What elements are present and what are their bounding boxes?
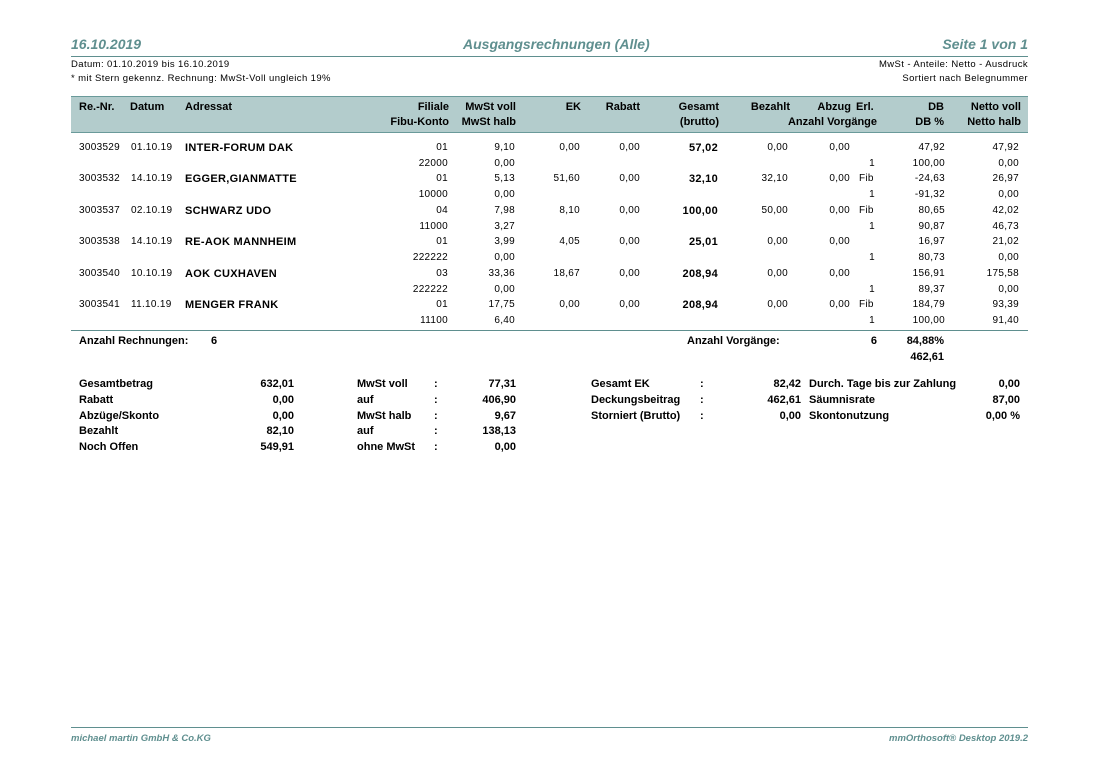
invoice-count-label: Anzahl Rechnungen: <box>79 335 189 347</box>
col-adressat: Adressat <box>185 101 233 113</box>
summary-value: 549,91 <box>260 441 294 453</box>
cell-netto-voll: 175,58 <box>986 268 1019 279</box>
summary-separator: : <box>434 378 438 390</box>
page-indicator: Seite 1 von 1 <box>942 36 1028 52</box>
cell-fibu: 222222 <box>412 284 448 295</box>
report-title: Ausgangsrechnungen (Alle) <box>463 36 650 52</box>
summary-label: Säumnisrate <box>809 394 876 406</box>
cell-mwst-halb: 0,00 <box>494 284 515 295</box>
total-db-pct: 84,88% <box>906 335 944 347</box>
cell-fibu: 11000 <box>419 221 448 232</box>
cell-renr: 3003540 <box>79 268 121 279</box>
cell-anzahl: 1 <box>869 221 875 232</box>
cell-gesamt: 57,02 <box>688 142 718 154</box>
cell-netto-voll: 21,02 <box>992 236 1019 247</box>
cell-rabatt: 0,00 <box>619 236 640 247</box>
cell-gesamt: 25,01 <box>688 236 718 248</box>
summary-separator: : <box>434 441 438 453</box>
column-header <box>71 96 1028 133</box>
cell-ek: 18,67 <box>553 268 580 279</box>
cell-netto-voll: 93,39 <box>992 299 1019 310</box>
process-count-label: Anzahl Vorgänge: <box>687 335 780 347</box>
cell-filiale: 01 <box>436 299 448 310</box>
summary-value: 82,10 <box>266 425 294 437</box>
cell-filiale: 04 <box>436 205 448 216</box>
cell-db: 47,92 <box>918 142 945 153</box>
cell-datum: 14.10.19 <box>131 236 173 247</box>
summary-value: 0,00 <box>494 441 516 453</box>
col-datum: Datum <box>130 101 165 113</box>
cell-renr: 3003529 <box>79 142 121 153</box>
summary-separator: : <box>700 378 704 390</box>
summary-label: Gesamtbetrag <box>79 378 153 390</box>
footer-rule <box>71 727 1028 728</box>
col-rabatt: Rabatt <box>605 101 640 113</box>
summary-label: auf <box>357 425 374 437</box>
summary-label: Skontonutzung <box>809 410 890 422</box>
cell-mwst-voll: 3,99 <box>494 236 515 247</box>
cell-bezahlt: 0,00 <box>767 142 788 153</box>
star-note: * mit Stern gekennz. Rechnung: MwSt-Voll ungleich 19% <box>71 73 331 84</box>
cell-adressat: INTER-FORUM DAK <box>185 142 294 154</box>
col-erl: Erl. <box>856 101 874 113</box>
cell-datum: 10.10.19 <box>131 268 173 279</box>
cell-abzug: 0,00 <box>829 268 850 279</box>
summary-value: 406,90 <box>482 394 516 406</box>
col-filiale: Filiale <box>417 101 449 113</box>
summary-label: Rabatt <box>79 394 114 406</box>
summary-label: Deckungsbeitrag <box>591 394 681 406</box>
cell-datum: 01.10.19 <box>131 142 173 153</box>
invoice-count: 6 <box>211 335 218 347</box>
footer-software: mmOrthosoft® Desktop 2019.2 <box>889 733 1028 744</box>
cell-mwst-halb: 0,00 <box>494 158 515 169</box>
summary-label: Storniert (Brutto) <box>591 410 681 422</box>
summary-value: 0,00 <box>779 410 801 422</box>
cell-mwst-voll: 33,36 <box>488 268 515 279</box>
col-netto-voll: Netto voll <box>970 101 1021 113</box>
summary-label: Noch Offen <box>79 441 139 453</box>
cell-mwst-halb: 0,00 <box>494 252 515 263</box>
cell-netto-halb: 0,00 <box>998 252 1019 263</box>
summary-separator: : <box>700 394 704 406</box>
cell-filiale: 01 <box>436 236 448 247</box>
col-anzahl-vorgaenge: Anzahl Vorgänge <box>787 116 877 128</box>
cell-gesamt: 100,00 <box>682 205 718 217</box>
cell-renr: 3003532 <box>79 173 121 184</box>
cell-db: 184,79 <box>912 299 945 310</box>
cell-ek: 8,10 <box>559 205 580 216</box>
cell-rabatt: 0,00 <box>619 299 640 310</box>
cell-gesamt: 32,10 <box>688 173 718 185</box>
cell-netto-halb: 0,00 <box>998 284 1019 295</box>
cell-adressat: MENGER FRANK <box>185 299 279 311</box>
cell-adressat: RE-AOK MANNHEIM <box>185 236 297 248</box>
cell-fibu: 11100 <box>420 315 448 326</box>
cell-datum: 11.10.19 <box>131 299 172 310</box>
summary-value: 0,00 <box>272 394 294 406</box>
cell-filiale: 01 <box>436 142 448 153</box>
cell-bezahlt: 0,00 <box>767 299 788 310</box>
cell-abzug: 0,00 <box>829 236 850 247</box>
cell-anzahl: 1 <box>869 158 875 169</box>
header-rule <box>71 56 1028 57</box>
cell-ek: 4,05 <box>559 236 580 247</box>
col-fibu: Fibu-Konto <box>390 116 449 128</box>
cell-db-pct: 90,87 <box>918 221 945 232</box>
summary-label: Bezahlt <box>79 425 119 437</box>
col-bezahlt: Bezahlt <box>750 101 790 113</box>
cell-datum: 02.10.19 <box>131 205 173 216</box>
summary-label: MwSt voll <box>357 378 408 390</box>
cell-bezahlt: 32,10 <box>761 173 788 184</box>
vat-mode: MwSt - Anteile: Netto - Ausdruck <box>878 59 1028 70</box>
cell-fibu: 22000 <box>418 158 448 169</box>
col-db: DB <box>928 101 944 113</box>
cell-netto-voll: 47,92 <box>992 142 1019 153</box>
date-range: Datum: 01.10.2019 bis 16.10.2019 <box>71 59 230 70</box>
cell-filiale: 01 <box>436 173 448 184</box>
cell-mwst-halb: 6,40 <box>494 315 515 326</box>
cell-mwst-halb: 3,27 <box>494 221 515 232</box>
col-gesamt: Gesamt <box>678 101 719 113</box>
summary-label: auf <box>357 394 374 406</box>
summary-separator: : <box>700 410 704 422</box>
cell-bezahlt: 0,00 <box>767 268 788 279</box>
cell-gesamt: 208,94 <box>682 299 718 311</box>
col-mwst-voll: MwSt voll <box>465 101 516 113</box>
cell-rabatt: 0,00 <box>619 173 640 184</box>
cell-fibu: 10000 <box>418 189 448 200</box>
cell-db-pct: 80,73 <box>918 252 945 263</box>
col-renr: Re.-Nr. <box>79 101 115 113</box>
cell-anzahl: 1 <box>869 315 875 326</box>
summary-value: 0,00 <box>272 410 294 422</box>
cell-netto-halb: 46,73 <box>992 221 1019 232</box>
cell-db: 156,91 <box>912 268 945 279</box>
cell-gesamt: 208,94 <box>682 268 718 280</box>
cell-anzahl: 1 <box>869 284 875 295</box>
cell-mwst-voll: 17,75 <box>488 299 515 310</box>
summary-value: 87,00 <box>992 394 1020 406</box>
summary-value: 82,42 <box>773 378 801 390</box>
summary-label: MwSt halb <box>357 410 412 422</box>
cell-netto-voll: 26,97 <box>992 173 1019 184</box>
cell-renr: 3003538 <box>79 236 121 247</box>
total-db: 462,61 <box>910 351 944 363</box>
cell-erl: Fib <box>859 299 874 310</box>
summary-value: 77,31 <box>488 378 516 390</box>
cell-db-pct: 89,37 <box>918 284 945 295</box>
cell-datum: 14.10.19 <box>131 173 173 184</box>
cell-ek: 51,60 <box>553 173 580 184</box>
summary-label: Durch. Tage bis zur Zahlung <box>809 378 957 390</box>
cell-renr: 3003537 <box>79 205 121 216</box>
cell-adressat: EGGER,GIANMATTE <box>185 173 297 185</box>
summary-value: 0,00 <box>998 378 1020 390</box>
totals-rule <box>71 330 1028 331</box>
cell-netto-halb: 0,00 <box>998 158 1019 169</box>
col-ek: EK <box>565 101 581 113</box>
cell-netto-voll: 42,02 <box>992 205 1019 216</box>
summary-separator: : <box>434 394 438 406</box>
cell-rabatt: 0,00 <box>619 205 640 216</box>
summary-value: 9,67 <box>494 410 516 422</box>
col-brutto: (brutto) <box>679 116 719 128</box>
cell-abzug: 0,00 <box>829 205 850 216</box>
process-count: 6 <box>870 335 877 347</box>
cell-abzug: 0,00 <box>829 299 850 310</box>
cell-bezahlt: 0,00 <box>767 236 788 247</box>
cell-db: 80,65 <box>918 205 945 216</box>
col-mwst-halb: MwSt halb <box>461 116 516 128</box>
cell-db: 16,97 <box>918 236 945 247</box>
summary-label: ohne MwSt <box>357 441 416 453</box>
cell-db-pct: 100,00 <box>912 158 945 169</box>
cell-abzug: 0,00 <box>829 173 850 184</box>
cell-anzahl: 1 <box>869 189 875 200</box>
cell-mwst-voll: 9,10 <box>494 142 515 153</box>
cell-anzahl: 1 <box>869 252 875 263</box>
cell-mwst-voll: 5,13 <box>494 173 515 184</box>
cell-db: -24,63 <box>914 173 945 184</box>
cell-abzug: 0,00 <box>829 142 850 153</box>
cell-ek: 0,00 <box>559 299 580 310</box>
col-db-pct: DB % <box>915 116 944 128</box>
cell-erl: Fib <box>859 173 874 184</box>
summary-separator: : <box>434 425 438 437</box>
cell-bezahlt: 50,00 <box>761 205 788 216</box>
summary-value: 0,00 % <box>985 410 1020 422</box>
summary-label: Gesamt EK <box>591 378 650 390</box>
cell-db-pct: 100,00 <box>912 315 945 326</box>
cell-adressat: SCHWARZ UDO <box>185 205 272 217</box>
summary-value: 138,13 <box>482 425 516 437</box>
cell-netto-halb: 91,40 <box>992 315 1019 326</box>
cell-adressat: AOK CUXHAVEN <box>185 268 278 280</box>
footer-company: michael martin GmbH & Co.KG <box>71 733 211 744</box>
col-netto-halb: Netto halb <box>967 116 1021 128</box>
summary-value: 462,61 <box>767 394 801 406</box>
sort-note: Sortiert nach Belegnummer <box>902 73 1028 84</box>
cell-rabatt: 0,00 <box>619 268 640 279</box>
cell-netto-halb: 0,00 <box>998 189 1019 200</box>
cell-filiale: 03 <box>436 268 448 279</box>
cell-db-pct: -91,32 <box>914 189 945 200</box>
summary-separator: : <box>434 410 438 422</box>
summary-value: 632,01 <box>260 378 294 390</box>
cell-ek: 0,00 <box>559 142 580 153</box>
col-abzug: Abzug <box>817 101 851 113</box>
cell-mwst-voll: 7,98 <box>494 205 515 216</box>
report-date: 16.10.2019 <box>71 36 142 52</box>
cell-rabatt: 0,00 <box>619 142 640 153</box>
cell-mwst-halb: 0,00 <box>494 189 515 200</box>
cell-renr: 3003541 <box>79 299 121 310</box>
cell-erl: Fib <box>859 205 874 216</box>
cell-fibu: 222222 <box>412 252 448 263</box>
summary-label: Abzüge/Skonto <box>79 410 160 422</box>
